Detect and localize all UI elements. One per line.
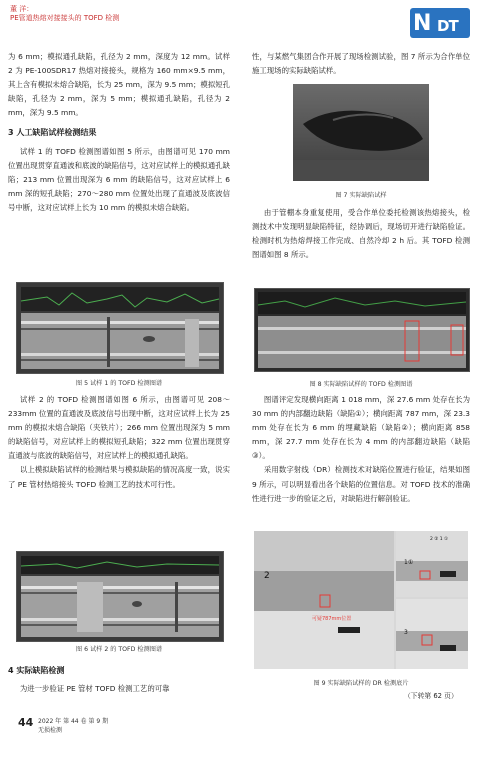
- left-para-3: 试样 2 的 TOFD 检测图谱如图 6 所示，由图谱可见 208～233mm 位置的直通波及底波信号出现中断，这对应试样上长为 25 mm 的模拟未熔合缺陷（夹铁片）；266 mm 位置出现深为 5 mm 的缺陷信号，对应试样上的模拟短孔缺陷；322 mm 位置出现贯穿直通波与底波的缺陷信号，对应试样上的模拟通孔缺陷。: [8, 395, 230, 461]
- right-para-1: 性，与某燃气集团合作开展了现场检测试验，图 7 所示为合作单位施工现场的实际缺陷试样。: [252, 52, 470, 76]
- figure-8-caption: 图 8 实际缺陷试样的 TOFD 检测图谱: [309, 381, 413, 388]
- right-para-3: 图谱评定发现横向距离 1 018 mm，深 27.6 mm 处存在长为 30 mm 的内部翻边缺陷（缺陷①）；横向距离 787 mm，深 23.3 mm 处存在长为 6 mm 的埋藏缺陷（缺陷②）；横向距离 858 mm，深 27.7 mm 处存在长为 4 mm 的内部翻边缺陷（缺陷③）。: [252, 395, 470, 461]
- dr-label-2: 2: [264, 571, 270, 581]
- journal-name: 无损检测: [38, 727, 63, 734]
- header-author: 董 洋：: [10, 5, 34, 13]
- dr-tag: 可疑787mm位置: [312, 616, 352, 622]
- right-column-lower: [252, 393, 470, 506]
- dr-label-1: 1①: [404, 559, 414, 566]
- logo-letter-n: N: [413, 11, 431, 36]
- right-para-2: 由于管棚本身重复使用，受合作单位委托检测该热熔接头，检测技术中发现明显缺陷特征，经协调后，现场切开进行缺陷验证。检测时机为热熔焊接工作完成、自然冷却 2 h 后。其 TOFD 检测图谱如图 8 所示。: [252, 208, 470, 260]
- journal-issue: 2022 年 第 44 卷 第 9 期: [38, 718, 109, 725]
- figure-5-caption: 图 5 试样 1 的 TOFD 检测图谱: [75, 380, 163, 387]
- figure-6-tofd-scan: [16, 551, 224, 642]
- page-number: 44: [18, 716, 34, 729]
- header-title: PE管道热熔对接接头的 TOFD 检测: [10, 14, 120, 22]
- right-column-top: [252, 50, 470, 78]
- figure-6-caption: 图 6 试样 2 的 TOFD 检测图谱: [75, 646, 163, 653]
- logo-letters-dt: DT: [437, 17, 458, 35]
- left-column: [8, 50, 230, 215]
- left-para-5: 为进一步验证 PE 管材 TOFD 检测工艺的可靠: [19, 684, 170, 694]
- tofd-scan-2-graphic: [17, 552, 223, 641]
- figure-9-caption: 图 9 实际缺陷试样的 DR 检测底片: [313, 680, 409, 687]
- pipe-sample-photo: [293, 84, 429, 181]
- left-para-4: 以上模拟缺陷试样的检测结果与模拟缺陷的情况高度一致，说实了 PE 管材热熔接头 TOFD 检测工艺的技术可行性。: [8, 465, 230, 489]
- left-column-bottom: [8, 658, 230, 696]
- dr-film-graphic: [254, 531, 468, 669]
- figure-9-dr-film: [254, 531, 468, 669]
- figure-7-photo: [293, 84, 429, 181]
- section-4-heading: 4 实际缺陷检测: [8, 666, 65, 675]
- right-column-mid: [252, 206, 470, 262]
- ndt-logo: [410, 8, 470, 38]
- left-para-1: 为 6 mm；模拟通孔缺陷，孔径为 2 mm，深度为 12 mm。试样 2 为 PE-100SDR17 热熔对接接头，规格为 160 mm×9.5 mm，其上含有模拟未熔合缺陷，长为 25 mm，深为 9.5 mm；模拟短孔缺陷，孔径为 2 mm，深为 5 mm；模拟通孔缺陷，孔径为 2 mm，深为 9.5 mm。: [8, 52, 230, 118]
- figure-5-tofd-scan: [16, 282, 224, 374]
- section-3-heading: 3 人工缺陷试样检测结果: [8, 128, 97, 138]
- figure-8-tofd-scan: [254, 288, 470, 372]
- tofd-scan-actual-graphic: [255, 289, 469, 371]
- figure-7-caption: 图 7 实际缺陷试样: [335, 192, 387, 199]
- tofd-scan-1-graphic: [17, 283, 223, 373]
- left-column-lower: [8, 393, 230, 492]
- left-para-2: 试样 1 的 TOFD 检测图谱如图 5 所示，由图谱可见 170 mm 位置出现贯穿直通波和底波的缺陷信号，这对应试样上的模拟通孔缺陷；213 mm 位置出现深为 6 mm 的缺陷信号，这对应试样上 6 mm 深的短孔缺陷；270～280 mm 位置处出现了直通波及底波信号中断，这对应试样上长为 10 mm 的模拟未熔合缺陷。: [8, 146, 230, 212]
- right-para-4: 采用数字射线（DR）检测技术对缺陷位置进行验证，结果如图 9 所示，可以明显看出各个缺陷的位置信息。对 TOFD 技术的准确性进行进一步的验证之后，对缺陷进行解剖验证。: [252, 465, 470, 503]
- dr-small-label: 2 ② 1 ①: [430, 537, 449, 542]
- continued-note: （下转第 62 页）: [404, 692, 458, 700]
- dr-label-3: 3: [404, 629, 408, 636]
